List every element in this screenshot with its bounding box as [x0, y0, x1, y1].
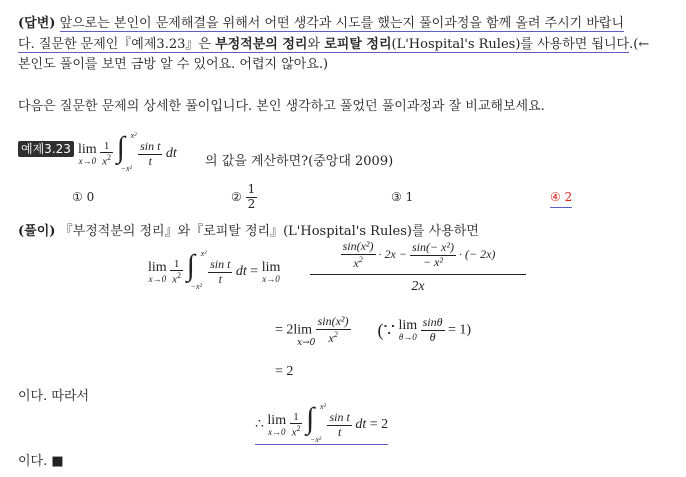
- sint-over-t: $\frac{\text{sin t}}{t}$: [140, 138, 161, 168]
- final-result: ∴ lim x→0 $\frac{1}{x^2}$ ∫ x² −x² $\frac{\text{sin t}}{t}$ dt = 2: [255, 402, 389, 444]
- then-text: 이다. 따라서: [18, 389, 90, 404]
- derivation-line-2: = 2lim $\frac{\text{sin(x²)}}{x^2}$ (∵ lim θ→0 $\frac{\sin\theta}{\theta}$ = 1): [275, 314, 472, 345]
- answer-line-1: [18, 12, 624, 31]
- derivation-big-fraction: $\frac{\text{sin(x²)}}{x^2}$ · 2x − $\frac{\text{sin(− x²)}}{\text{− x²}}$ · (− 2x) 2x: [310, 240, 526, 295]
- lhospital-rule: 로피탈 정리: [324, 37, 392, 52]
- solution-text: 『부정적분의 정리』와『로피탈 정리』(L'Hospital's Rules)를 사용하면: [59, 224, 479, 239]
- problem-block: [18, 140, 74, 157]
- problem-expression: [78, 131, 177, 173]
- answer-line-2: [18, 33, 649, 52]
- answer-text-2e: .(←: [629, 37, 650, 52]
- answer-text-2d: (L'Hospital's Rules)를 사용하면 됩니다: [391, 37, 630, 52]
- derivation-line-3: = 2: [275, 364, 294, 379]
- indefinite-integral-theorem: 부정적분의 정리: [215, 37, 308, 52]
- answer-line-3: [18, 53, 328, 72]
- answer-text-2a: 다: [18, 37, 31, 52]
- end-text: 이다. ■: [18, 454, 64, 469]
- option-4-correct[interactable]: ④ 2: [550, 190, 572, 208]
- derivation-line-1: lim x→0 $\frac{1}{x^2}$ ∫ x² −x² $\frac{\text{sin t}}{t}$ dt = lim x→0: [148, 249, 281, 291]
- intro-text: 다음은 질문한 문제의 상세한 풀이입니다. 본인 생각하고 풀었던 풀이과정과 잘 비교해보세요.: [18, 99, 545, 114]
- example-badge: 예제3.23: [18, 141, 74, 157]
- integral-sign: ∫ x² −x²: [116, 131, 137, 173]
- solution-intro: [18, 220, 479, 239]
- one-over-x2: $\frac{1}{x^2}$: [102, 139, 112, 168]
- answer-text-3: 본인도 풀이를 보면 금방 알 수 있어요. 어렵지 않아요.): [18, 57, 329, 72]
- answer-text-2c: 와: [307, 37, 325, 52]
- dt: dt: [165, 146, 177, 162]
- lim-operator: lim x→0: [78, 141, 97, 166]
- option-1[interactable]: ① 0: [72, 190, 95, 204]
- answer-tag: (답변): [18, 16, 56, 31]
- answer-text-1: 앞으로는 본인이 문제해결을 위해서 어떤 생각과 시도를 했는지 풀이과정을 함께 올려 주시기 바랍니: [59, 16, 625, 31]
- solution-tag: (풀이): [18, 224, 56, 239]
- problem-question: 의 값을 계산하면?(중앙대 2009): [205, 154, 394, 169]
- option-3[interactable]: ③ 1: [391, 190, 414, 204]
- option-2[interactable]: ② $\frac{1}{2}$: [231, 182, 256, 211]
- lim-sub-under-2lim: x→0: [297, 338, 316, 348]
- answer-text-2b: . 질문한 문제인『예제3.23』은: [30, 37, 216, 52]
